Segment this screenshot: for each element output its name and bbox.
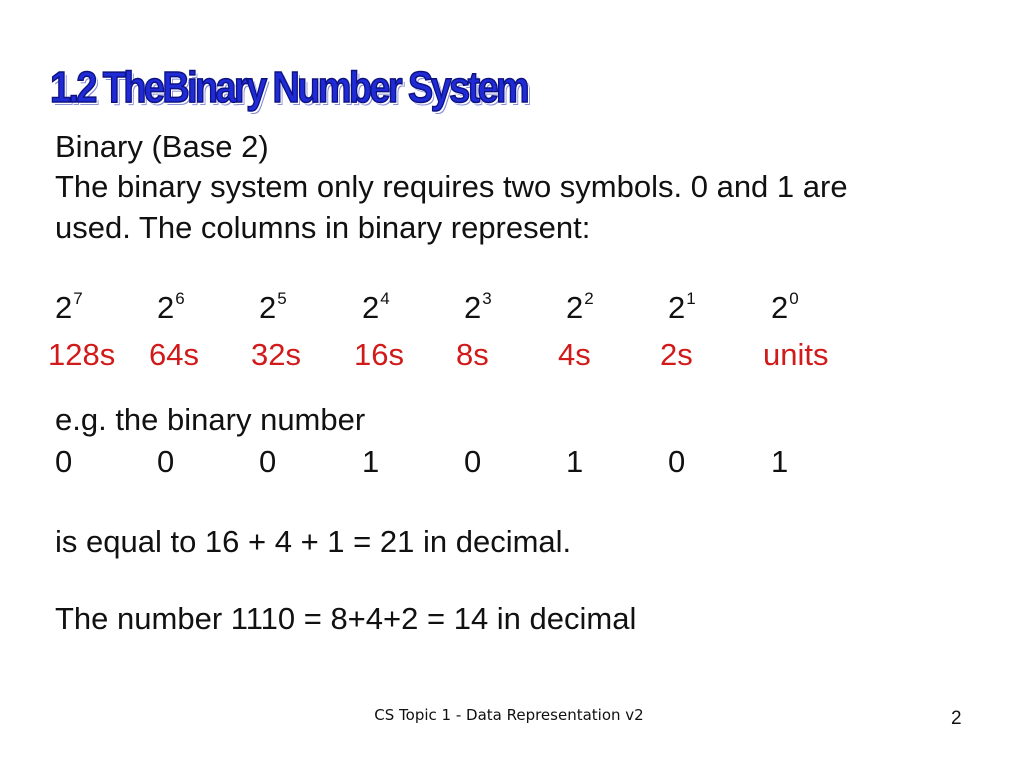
power-base: 2 <box>771 290 789 325</box>
power-base: 2 <box>668 290 686 325</box>
column-value: 8s <box>456 337 489 372</box>
power-exponent: 7 <box>73 289 83 308</box>
power-exponent: 4 <box>380 289 390 308</box>
page-number: 2 <box>951 708 962 729</box>
column-value: units <box>763 337 829 372</box>
power-exponent: 5 <box>277 289 287 308</box>
example-label: e.g. the binary number <box>55 402 366 437</box>
column-values-row <box>0 339 1024 379</box>
binary-digit: 0 <box>464 444 482 479</box>
binary-digits-row <box>0 446 1024 486</box>
power-exponent: 0 <box>789 289 799 308</box>
power-base: 2 <box>566 290 584 325</box>
binary-digit: 1 <box>771 444 789 479</box>
binary-digit: 0 <box>55 444 73 479</box>
equation-line: is equal to 16 + 4 + 1 = 21 in decimal. <box>55 524 572 559</box>
intro-line-1: The binary system only requires two symbols. 0 and 1 are <box>55 169 848 204</box>
power-cell <box>259 289 287 325</box>
column-value: 32s <box>251 337 301 372</box>
binary-digit: 1 <box>362 444 380 479</box>
intro-line-2: used. The columns in binary represent: <box>55 210 591 245</box>
powers-row <box>0 289 1024 332</box>
power-base: 2 <box>464 290 482 325</box>
column-value: 4s <box>558 337 591 372</box>
power-exponent: 3 <box>482 289 492 308</box>
power-cell <box>566 289 594 325</box>
power-cell <box>362 289 390 325</box>
power-base: 2 <box>157 290 175 325</box>
power-exponent: 6 <box>175 289 185 308</box>
second-example-line: The number 1110 = 8+4+2 = 14 in decimal <box>55 601 637 636</box>
power-exponent: 1 <box>686 289 696 308</box>
power-base: 2 <box>259 290 277 325</box>
binary-digit: 0 <box>259 444 277 479</box>
footer-text: CS Topic 1 - Data Representation v2 <box>374 706 644 724</box>
power-cell <box>55 289 83 325</box>
column-value: 16s <box>354 337 404 372</box>
footer <box>0 706 1024 724</box>
slide-title: 1.2 TheBinary Number System <box>50 63 528 112</box>
power-base: 2 <box>55 290 73 325</box>
power-cell <box>464 289 492 325</box>
power-cell <box>771 289 799 325</box>
power-cell <box>157 289 185 325</box>
column-value: 128s <box>48 337 116 372</box>
column-value: 2s <box>660 337 693 372</box>
binary-digit: 0 <box>668 444 686 479</box>
column-value: 64s <box>149 337 199 372</box>
power-cell <box>668 289 696 325</box>
power-base: 2 <box>362 290 380 325</box>
power-exponent: 2 <box>584 289 594 308</box>
heading-line: Binary (Base 2) <box>55 129 269 164</box>
binary-digit: 0 <box>157 444 175 479</box>
binary-digit: 1 <box>566 444 584 479</box>
